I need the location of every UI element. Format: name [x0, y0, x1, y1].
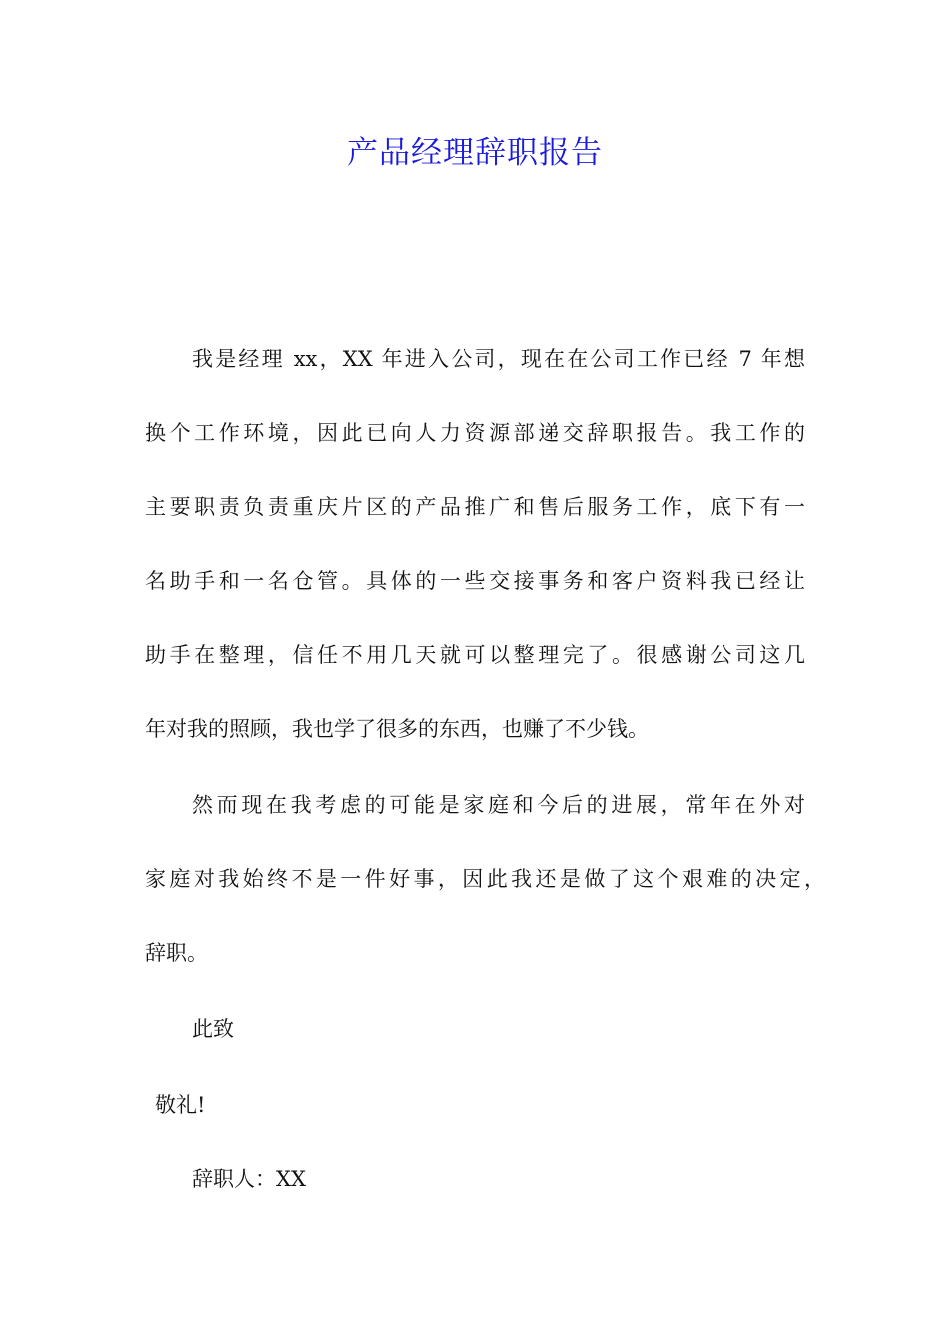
signature-text: 辞职人：XX: [192, 1167, 306, 1191]
paragraph-line: 家庭对我始终不是一件好事，因此我还是做了这个艰难的决定，: [145, 867, 825, 891]
paragraph-line: 名助手和一名仓管。具体的一些交接事务和客户资料我已经让: [145, 569, 805, 593]
paragraph-line: 然而现在我考虑的可能是家庭和今后的进展，常年在外对: [192, 793, 805, 817]
paragraph-line: 我是经理 xx，XX 年进入公司，现在在公司工作已经 7 年想: [192, 347, 805, 371]
paragraph-line: 辞职。: [145, 941, 208, 965]
document-title: 产品经理辞职报告: [347, 135, 603, 171]
paragraph-line: 助手在整理，信任不用几天就可以整理完了。很感谢公司这几: [145, 643, 805, 667]
paragraph-line: 年对我的照顾，我也学了很多的东西，也赚了不少钱。: [145, 717, 649, 741]
paragraph-line: 主要职责负责重庆片区的产品推广和售后服务工作，底下有一: [145, 495, 805, 519]
salutation-text: 敬礼!: [155, 1093, 206, 1117]
paragraph-line: 换个工作环境，因此已向人力资源部递交辞职报告。我工作的: [145, 421, 805, 445]
closing-text: 此致: [192, 1017, 234, 1041]
